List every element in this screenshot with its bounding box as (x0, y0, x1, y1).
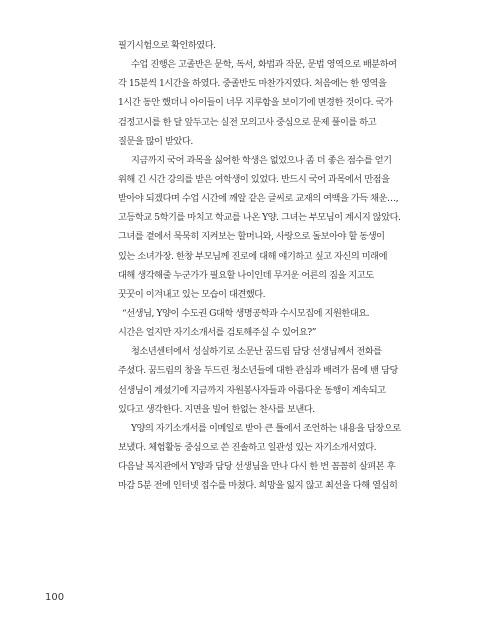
text-line: 각 15분씩 1시간을 하였다. 중졸반도 마찬가지였다. 처음에는 한 영역을 (118, 78, 387, 90)
text-line: 시간은 얼지만 자기소개서를 검토해주실 수 있어요?” (118, 327, 317, 339)
text-line: 검정고시를 한 달 앞두고는 실전 모의고사 중심으로 문제 풀이를 하고 (118, 116, 377, 128)
text-line: 선생님이 계셨기에 지금까지 자원봉사자들과 아름다운 동행이 계속되고 (118, 384, 386, 396)
text-line: 꿋꿋이 이겨내고 있는 모습이 대견했다. (118, 288, 266, 300)
text-line: 1시간 동안 했더니 아이들이 너무 지루함을 보이기에 변경한 것이다. 국가 (118, 97, 393, 109)
text-line: 주셨다. 꿈드림의 창을 두드린 청소년들에 대한 관심과 배려가 몸에 밴 담당 (118, 365, 398, 377)
text-line: “선생님, Y양이 수도권 G대학 생명공학과 수시모집에 지원한대요. (122, 307, 370, 319)
text-line: 마감 5분 전에 인터넷 접수를 마쳤다. 희망을 잃지 않고 최선을 다해 열심히 (118, 480, 398, 492)
text-line: 받아야 되겠다며 수업 시간에 깨알 같은 글씨로 교재의 여백을 가득 채운…, (118, 193, 399, 205)
text-line: 질문을 많이 받았다. (118, 135, 193, 147)
text-line: Y양의 자기소개서를 이메일로 받아 큰 틀에서 조언하는 내용을 담장으로 (131, 422, 401, 434)
text-line: 수업 진행은 고졸반은 문학, 독서, 화법과 작문, 문법 영역으로 배분하여 (131, 59, 397, 71)
text-line: 있는 소녀가장. 한창 부모님께 진로에 대해 얘기하고 싶고 자신의 미래에 (118, 250, 388, 262)
text-line: 있다고 생각한다. 지면을 빌어 한없는 찬사를 보낸다. (118, 403, 315, 415)
text-line: 청소년센터에서 성실하기로 소문난 꿈드림 담당 선생님께서 전화를 (131, 346, 382, 358)
text-line: 대해 생각해줄 누군가가 필요할 나이인데 무거운 어른의 짐을 지고도 (118, 269, 374, 281)
text-line: 보냈다. 체험활동 중심으로 쓴 진솔하고 일관성 있는 자기소개서였다. (118, 441, 377, 453)
text-line: 필기시험으로 확인하였다. (118, 40, 216, 51)
text-line: 다음날 복지관에서 Y양과 담당 선생님을 만나 다시 한 번 꼼꼼히 살펴본 후 (118, 461, 396, 473)
text-line: 고등학교 5학기를 마치고 학교를 나온 Y양. 그녀는 부모님이 계시지 않았다. (118, 212, 401, 224)
body-text (118, 36, 436, 495)
text-line: 그녀를 곁에서 묵묵히 지켜보는 할머니와, 사랑으로 돌보아야 할 동생이 (118, 231, 385, 243)
text-line: 지금까지 국어 과목을 싫어한 학생은 없었으나 좀 더 좋은 점수를 얻기 (131, 154, 392, 166)
page-number: 100 (45, 592, 65, 603)
text-line: 위해 긴 시간 강의를 받은 여학생이 있었다. 반드시 국어 과목에서 만점을 (118, 173, 390, 185)
